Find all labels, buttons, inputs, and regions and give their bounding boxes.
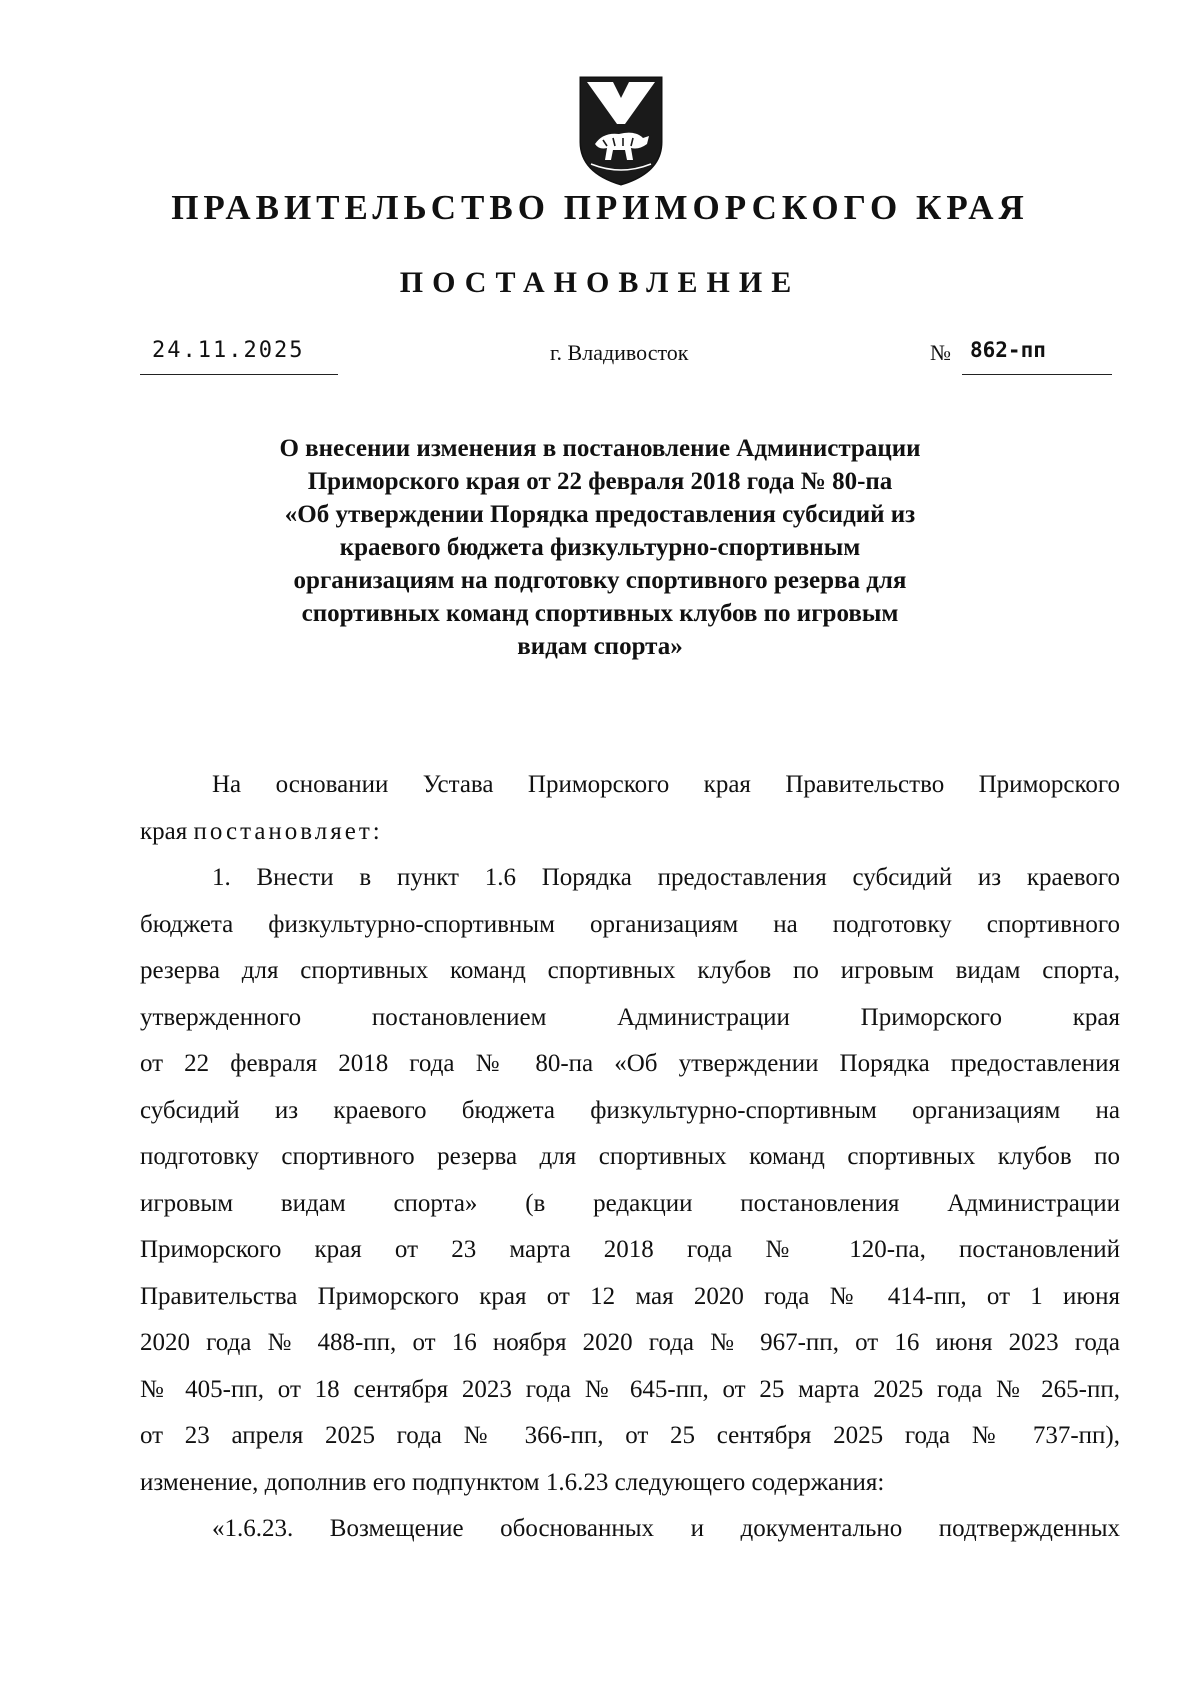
document-body	[140, 762, 1120, 1553]
document-number: 862-пп	[970, 338, 1046, 362]
body-line: субсидий из краевого бюджета физкультурно-спортивным организациям на	[140, 1096, 1120, 1124]
resolution-verb: постановляет:	[193, 817, 383, 845]
title-line: организациям на подготовку спортивного резерва для	[293, 567, 907, 594]
title-line: «Об утверждении Порядка предоставления субсидий из	[284, 501, 916, 528]
title-line: Приморского края от 22 февраля 2018 года № 80-па	[307, 468, 893, 495]
title-line: видам спорта»	[517, 633, 683, 660]
body-line: резерва для спортивных команд спортивных клубов по игровым видам спорта,	[140, 957, 1120, 984]
body-line: от 23 апреля 2025 года № 366-пп, от 25 сентября 2025 года № 737-пп),	[140, 1422, 1120, 1449]
body-line: изменение, дополнив его подпунктом 1.6.23 следующего содержания:	[140, 1468, 885, 1496]
document-type: ПОСТАНОВЛЕНИЕ	[399, 266, 801, 299]
body-line: На основании Устава Приморского края Правительство Приморского	[212, 771, 1120, 798]
body-line: подготовку спортивного резерва для спортивных команд спортивных клубов по	[140, 1143, 1120, 1170]
number-sign: №	[930, 340, 951, 365]
body-line: от 22 февраля 2018 года № 80-па «Об утверждении Порядка предоставления	[140, 1050, 1120, 1077]
coat-of-arms-icon	[573, 72, 669, 188]
body-line: утвержденного постановлением Администрации Приморского края	[140, 1003, 1120, 1031]
title-line: краевого бюджета физкультурно-спортивным	[339, 534, 861, 561]
document-date: 24.11.2025	[152, 338, 305, 363]
body-line: игровым видам спорта» (в редакции постановления Администрации	[140, 1189, 1120, 1217]
body-line: Приморского края от 23 марта 2018 года № 120-па, постановлений	[140, 1236, 1120, 1263]
body-line	[140, 809, 1120, 856]
body-text-fragment: края	[140, 817, 188, 845]
document-city: г. Владивосток	[550, 340, 689, 365]
body-line: «1.6.23. Возмещение обоснованных и документально подтвержденных	[212, 1515, 1120, 1542]
body-line: № 405-пп, от 18 сентября 2023 года № 645-пп, от 25 марта 2025 года № 265-пп,	[140, 1375, 1120, 1403]
date-field	[140, 336, 338, 375]
body-line: 1. Внести в пункт 1.6 Порядка предоставления субсидий из краевого	[212, 864, 1120, 891]
body-line: Правительства Приморского края от 12 мая 2020 года № 414-пп, от 1 июня	[140, 1282, 1120, 1310]
body-line: 2020 года № 488-пп, от 16 ноября 2020 года № 967-пп, от 16 июня 2023 года	[140, 1329, 1120, 1356]
title-line: О внесении изменения в постановление Администрации	[279, 435, 921, 462]
number-field	[930, 336, 1112, 374]
document-title	[200, 432, 1000, 663]
organization-title: ПРАВИТЕЛЬСТВО ПРИМОРСКОГО КРАЯ	[171, 188, 1029, 227]
number-underline	[962, 336, 1112, 375]
body-line: бюджета физкультурно-спортивным организациям на подготовку спортивного	[140, 910, 1120, 938]
title-line: спортивных команд спортивных клубов по игровым	[301, 600, 899, 627]
